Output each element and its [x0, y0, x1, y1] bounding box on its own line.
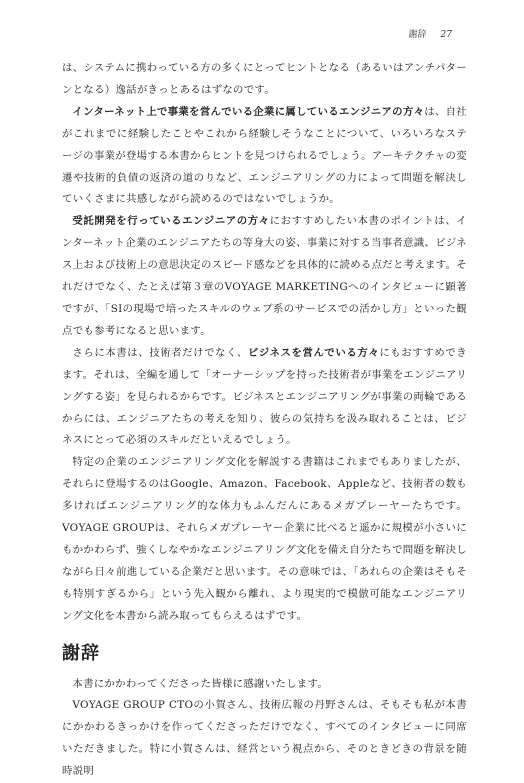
paragraph [62, 452, 467, 627]
emphasis-text: インターネット上で事業を営んでいる企業に属しているエンジニアの方々 [72, 105, 425, 118]
paragraph [62, 695, 467, 783]
emphasis-text: 受託開発を行っているエンジニアの方々 [72, 215, 270, 228]
running-head [409, 27, 452, 40]
paragraph-text: VOYAGE GROUP CTOの小賀さん、技術広報の丹野さんは、そもそも私が本書にかかわるきっかけを作ってくださっただけでなく、すべてのインタビューに同席いただきました。特に小賀さんは、経営という視点から、そのときどきの背景を随時説明 [62, 699, 467, 778]
paragraph [62, 674, 467, 696]
paragraph [62, 211, 467, 342]
paragraph-text: 特定の企業のエンジニアリング文化を解説する書籍はこれまでもありましたが、それらに登場するのはGoogle、Amazon、Facebook、Appleなど、技術者の数も多ければエンジニアリング的な体力もふんだんにあるメガプレーヤーたちです。VOYAGE GROUPは、それらメガプレーヤー企業に比べると遥かに規模が小さいにもかかわらず、強くしなやかなエンジニアリング文化を備え自分たちで問題を解決しながら日々前進している企業だと思います。その意味では、「あれらの企業はそもそも特別すぎるから」という先入観から離れ、より現実的で模倣可能なエンジニアリング文化を本書から読み取ってもらえるはずです。 [62, 456, 467, 622]
paragraph [62, 102, 467, 212]
paragraph-text: は、システムに携わっている方の多くにとってヒントとなる（あるいはアンチパターンとなる）逸話がきっとあるはずなのです。 [62, 62, 467, 96]
emphasis-text: ビジネスを営んでいる方々 [247, 346, 380, 359]
paragraph-text: におすすめしたい本書のポイントは、インターネット企業のエンジニアたちの等身大の姿、事業に対する当事者意識、ビジネス上および技術上の意思決定のスピード感などを具体的に読める点だと考えます。それだけでなく、たとえば第３章のVOYAGE MARKETINGへのインタビューに顕著ですが、「SIの現場で培ったスキルのウェブ系のサービスでの活かし方」といった観点でも参考になると思います。 [62, 215, 467, 337]
paragraph-text: 本書にかかわってくださった皆様に感謝いたします。 [72, 677, 329, 690]
paragraph-text: さらに本書は、技術者だけでなく、 [72, 346, 248, 359]
body-text [62, 58, 467, 783]
running-head-section: 謝辞 [408, 30, 427, 40]
paragraph-text: にもおすすめできます。それは、全編を通して「オーナーシップを持った技術者が事業をエンジニアリングする姿」を見られるからです。ビジネスとエンジニアリングが事業の両輪であるからには、エンジニアたちの考えを知り、彼らの気持ちを汲み取れることは、ビジネスにとって必須のスキルだといえるでしょう。 [62, 346, 467, 447]
paragraph-text: は、自社がこれまでに経験したことやこれから経験しそうなことについて、いろいろなステージの事業が登場する本書からヒントを見つけられるでしょう。アーキテクチャの変遷や技術的負債の返済の道のりなど、エンジニアリングの力によって問題を解決していくさまに共感しながら読めるのではないでしょうか。 [62, 105, 468, 206]
page-number: 27 [440, 30, 452, 40]
paragraph [62, 343, 467, 453]
section-heading: 謝辞 [62, 642, 100, 664]
paragraph [62, 58, 467, 102]
